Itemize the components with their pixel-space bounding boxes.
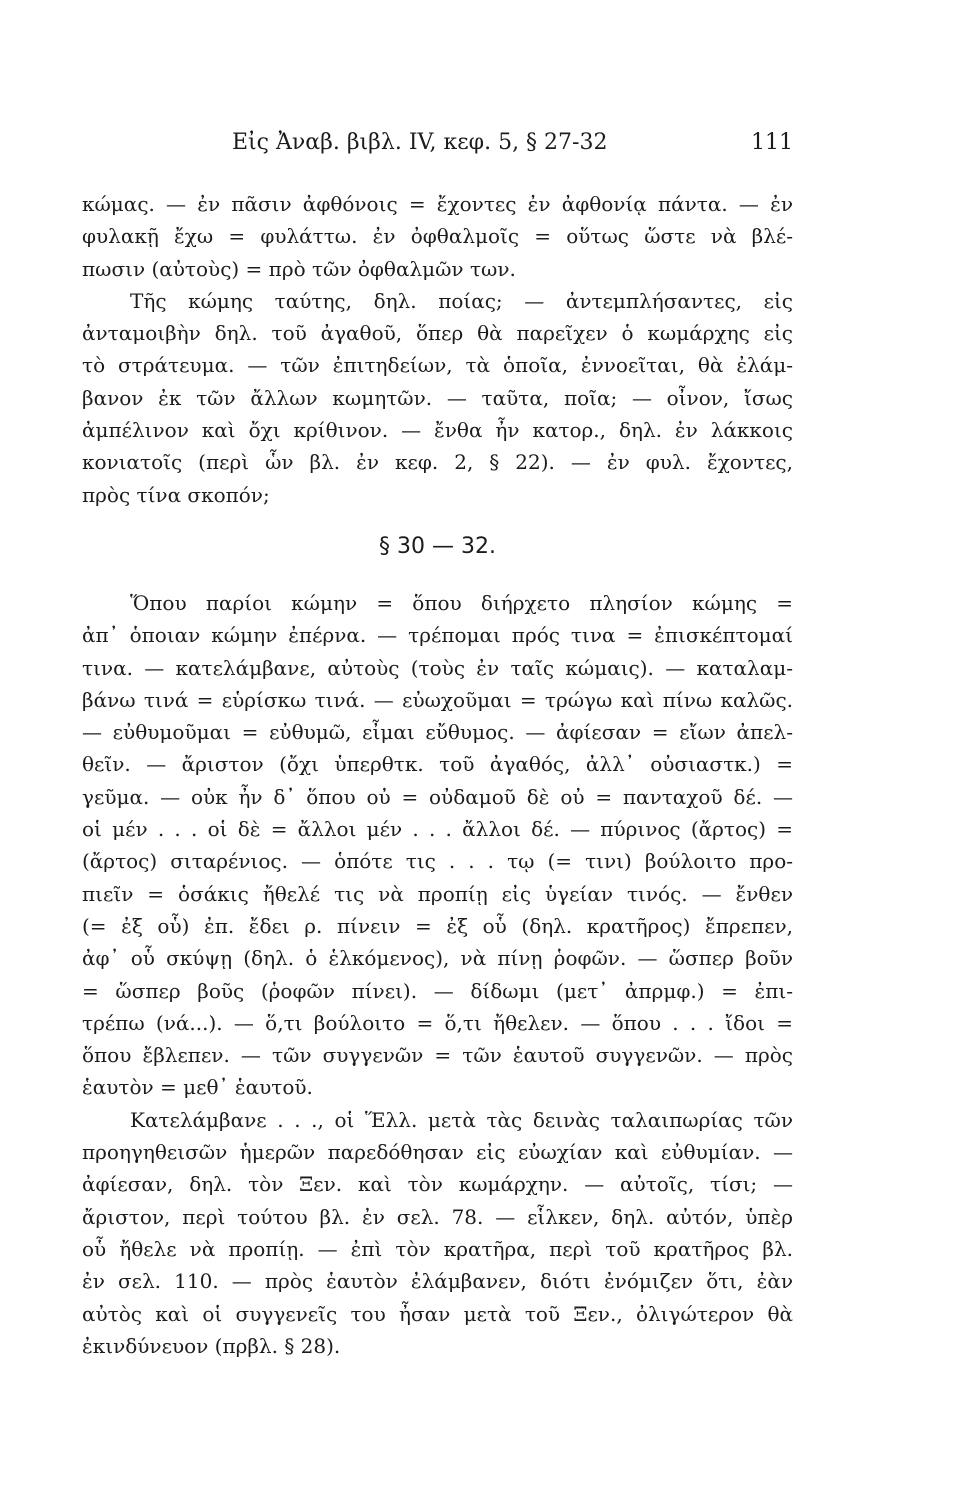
text-line: κώμας. — ἐν πᾶσιν ἀφθόνοις = ἔχοντες ἐν ἀφθονίᾳ πάντα. — ἐν	[82, 192, 793, 216]
text-line: — εὐθυμοῦμαι = εὐθυμῶ, εἶμαι εὔθυμος. — ἀφίεσαν = εἴων ἀπελ-	[82, 720, 793, 745]
text-line: ἀφ᾽ οὗ σκύψῃ (δηλ. ὁ ἑλκόμενος), νὰ πίνῃ ῥοφῶν. — ὥσπερ βοῦν	[82, 946, 793, 971]
section-heading: § 30 — 32.	[379, 533, 496, 559]
text-line: βάνω τινά = εὑρίσκω τινά. — εὐωχοῦμαι = τρώγω καὶ πίνω καλῶς.	[82, 687, 793, 712]
text-line: ἑαυτὸν = μεθ᾽ ἑαυτοῦ.	[82, 1075, 313, 1100]
text-line: τὸ στράτευμα. — τῶν ἐπιτηδείων, τὰ ὁποῖα, ἐννοεῖται, θὰ ἐλάμ-	[82, 353, 793, 378]
text-line: φυλακῇ ἔχω = φυλάττω. ἐν ὀφθαλμοῖς = οὕτως ὥστε νὰ βλέ-	[82, 224, 793, 249]
text-line: = ὥσπερ βοῦς (ῥοφῶν πίνει). — δίδωμι (μετ᾽ ἀπρμφ.) = ἐπι-	[82, 978, 793, 1003]
text-line: ἀνταμοιβὴν δηλ. τοῦ ἀγαθοῦ, ὅπερ θὰ παρεῖχεν ὁ κωμάρχης εἰς	[82, 321, 793, 346]
text-line: πρὸς τίνα σκοπόν;	[82, 482, 270, 507]
text-line: Κατελάμβανε . . ., οἱ Ἕλλ. μετὰ τὰς δεινὰς ταλαιπωρίας τῶν	[130, 1107, 793, 1132]
text-line: βανον ἐκ τῶν ἄλλων κωμητῶν. — ταῦτα, ποῖα; — οἶνον, ἴσως	[82, 385, 793, 410]
commentary-part-1	[82, 188, 793, 511]
text-line: θεῖν. — ἄριστον (ὄχι ὑπερθτκ. τοῦ ἀγαθός, ἀλλ᾽ οὐσιαστκ.) =	[82, 752, 793, 777]
running-title: Εἰς Ἀναβ. βιβλ. IV, κεφ. 5, § 27-32	[232, 130, 608, 155]
text-line: ἀμπέλινον καὶ ὄχι κρίθινον. — ἔνθα ἦν κατορ., δηλ. ἐν λάκκοις	[82, 418, 793, 443]
page-number: 111	[751, 130, 793, 155]
text-line: Ὅπου παρίοι κώμην = ὅπου διήρχετο πλησίον κώμης =	[130, 590, 793, 615]
text-line: ἐκινδύνευον (πρβλ. § 28).	[82, 1333, 341, 1358]
text-line: γεῦμα. — οὐκ ἦν δ᾽ ὅπου οὐ = οὐδαμοῦ δὲ οὐ = πανταχοῦ δέ. —	[82, 784, 793, 809]
text-line: (= ἐξ οὗ) ἐπ. ἔδει ρ. πίνειν = ἐξ οὗ (δηλ. κρατῆρος) ἔπρεπεν,	[82, 913, 793, 938]
text-line: πιεῖν = ὁσάκις ἤθελέ τις νὰ προπίῃ εἰς ὑγείαν τινός. — ἔνθεν	[82, 881, 793, 906]
text-line: (ἄρτος) σιταρένιος. — ὁπότε τις . . . τῳ (= τινι) βούλοιτο προ-	[82, 849, 793, 874]
text-line: ἀφίεσαν, δηλ. τὸν Ξεν. καὶ τὸν κωμάρχην. — αὐτοῖς, τίσι; —	[82, 1172, 793, 1197]
text-line: ἀπ᾽ ὁποιαν κώμην ἐπέρνα. — τρέπομαι πρός τινα = ἐπισκέπτομαί	[82, 623, 793, 648]
page-body	[82, 188, 793, 1362]
page-header	[82, 130, 793, 160]
text-line: Τῆς κώμης ταύτης, δηλ. ποίας; — ἀντεμπλήσαντες, εἰς	[130, 288, 793, 313]
text-line: οὗ ἤθελε νὰ προπίῃ. — ἐπὶ τὸν κρατῆρα, περὶ τοῦ κρατῆρος βλ.	[82, 1236, 793, 1261]
text-line: προηγηθεισῶν ἡμερῶν παρεδόθησαν εἰς εὐωχίαν καὶ εὐθυμίαν. —	[82, 1140, 793, 1165]
text-line: τρέπω (νά...). — ὅ,τι βούλοιτο = ὅ,τι ἤθελεν. — ὅπου . . . ἴδοι =	[82, 1010, 793, 1035]
text-line: ἐν σελ. 110. — πρὸς ἑαυτὸν ἐλάμβανεν, διότι ἐνόμιζεν ὅτι, ἐὰν	[82, 1269, 793, 1294]
text-line: οἱ μέν . . . οἱ δὲ = ἄλλοι μέν . . . ἄλλοι δέ. — πύρινος (ἄρτος) =	[82, 817, 793, 842]
text-line: ὅπου ἔβλεπεν. — τῶν συγγενῶν = τῶν ἑαυτοῦ συγγενῶν. — πρὸς	[82, 1043, 793, 1068]
text-line: αὐτὸς καὶ οἱ συγγενεῖς του ἦσαν μετὰ τοῦ Ξεν., ὀλιγώτερον θὰ	[82, 1301, 793, 1326]
text-line: κονιατοῖς (περὶ ὧν βλ. ἐν κεφ. 2, § 22). — ἐν φυλ. ἔχοντες,	[82, 450, 793, 475]
text-line: ἄριστον, περὶ τούτου βλ. ἐν σελ. 78. — εἷλκεν, δηλ. αὐτόν, ὑπὲρ	[82, 1204, 793, 1229]
commentary-part-2	[82, 587, 793, 1362]
text-line: πωσιν (αὐτοὺς) = πρὸ τῶν ὀφθαλμῶν των.	[82, 256, 516, 281]
text-line: τινα. — κατελάμβανε, αὐτοὺς (τοὺς ἐν ταῖς κώμαις). — καταλαμ-	[82, 655, 793, 680]
